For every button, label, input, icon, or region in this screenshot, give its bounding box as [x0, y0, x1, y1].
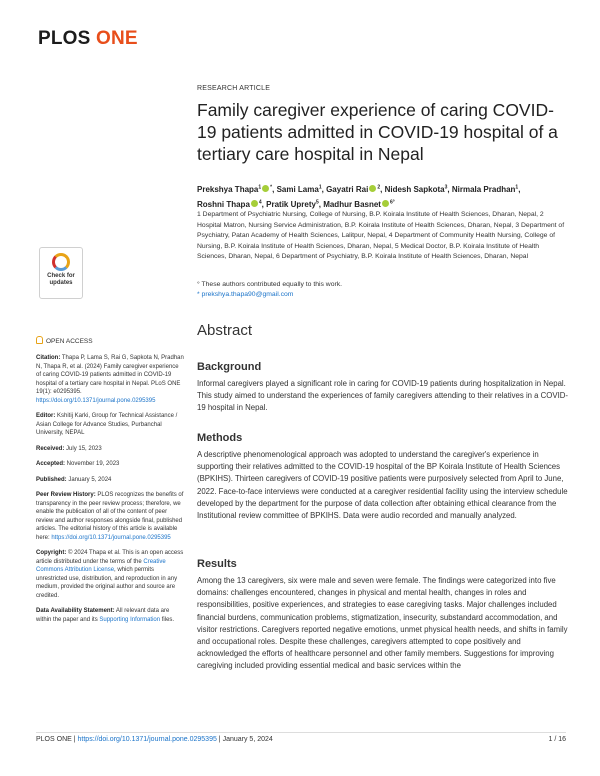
published-label: Published: — [36, 476, 67, 483]
copyright-label: Copyright: — [36, 550, 67, 556]
copyright-text-2: , which permits unrestricted use, distribution, and reproduction in any medium, provided the original author and source are credited. — [36, 567, 178, 599]
author-affiliation-marker: 3 — [444, 184, 448, 190]
orcid-icon[interactable] — [262, 185, 269, 192]
methods-section — [197, 432, 569, 522]
license-link[interactable]: Creative Commons Attribution License — [36, 558, 166, 573]
received-label: Received: — [36, 445, 65, 452]
author — [323, 200, 395, 209]
badge-line2: updates — [49, 280, 73, 286]
background-section — [197, 361, 569, 415]
article-type: RESEARCH ARTICLE — [197, 85, 271, 92]
author-name: Nirmala Pradhan — [451, 184, 516, 194]
received-date: July 15, 2023 — [64, 445, 102, 452]
contribution-notes — [197, 280, 569, 300]
citation-label: Citation: — [36, 355, 61, 361]
footer-journal: PLOS ONE — [36, 736, 72, 743]
author-name: Nidesh Sapkota — [384, 184, 445, 194]
footer-divider — [36, 732, 566, 733]
accepted-label: Accepted: — [36, 461, 66, 467]
article-info-sidebar — [36, 354, 184, 631]
copyright-block — [36, 549, 184, 600]
author-affiliation-marker: 5 — [315, 199, 319, 206]
published-block — [36, 476, 184, 485]
open-access-label — [36, 336, 93, 345]
data-availability-label: Data Availability Statement: — [36, 608, 115, 614]
background-heading: Background — [197, 361, 262, 373]
author: Prekshya Thapa$^1$ *, — [197, 184, 275, 194]
received-block — [36, 445, 184, 454]
author-affiliation-marker: 1 — [318, 184, 322, 190]
author: Nirmala Pradhan$^1$, — [451, 184, 521, 194]
peer-review-link[interactable]: https://doi.org/10.1371/journal.pone.0295395 — [51, 534, 171, 541]
results-heading: Results — [197, 558, 237, 570]
author-affiliation-marker: 1 — [515, 184, 519, 190]
peer-review-label: Peer Review History: — [36, 492, 96, 498]
methods-heading: Methods — [197, 432, 243, 444]
affiliations: 1 Department of Psychiatric Nursing, College of Nursing, B.P. Koirala Institute of Health Sciences, Dharan, Nepal, 2 Hospital Matron, Nursing Service Administration, B.P. Koirala Institute of Health Sciences, Dharan, Nepal, 3 Department of Psychiatry, Patan Academy of Health Sciences, Lalitpur, Nepal, 4 Department of Community Health Nursing, College of Nursing, B.P. Koirala Institute of Health Sciences, Dharan, Nepal, 5 Medical Doctor, B.P. Koirala Institute of Health Sciences, Dharan, Nepal, 6 Department of Psychiatry, B.P. Koirala Institute of Health Sciences, Dharan, Nepal — [197, 211, 565, 260]
copyright-text-1: © 2024 Thapa et al. This is an open access article distributed under the terms of the — [36, 550, 184, 565]
author-name: Roshni Thapa — [197, 199, 250, 209]
page-number: 1 / 16 — [548, 736, 566, 743]
orcid-icon[interactable] — [382, 200, 389, 207]
author: Pratik Uprety$^5$, — [266, 199, 321, 209]
methods-text: A descriptive phenomenological approach was adopted to understand the caregiver's experience in supporting their relatives admitted to the COVID-19 hospital of the BP Koirala Institute of Health Sciences (BPKIHS). Thirteen caregivers of COVID-19 positive patients were purposively selected from April to June, 2022. Face-to-face interviews were conducted at a caregiver residential facility using the interview schedule developed by the department for the purpose of data collection after obtaining ethical clearance from the Institutional review committee of BPKIHS. Data were audio recorded and manually analyzed. — [197, 450, 568, 521]
accepted-block — [36, 460, 184, 469]
author-name: Madhur Basnet — [323, 199, 381, 209]
orcid-icon[interactable] — [369, 185, 376, 192]
article-title: Family caregiver experience of caring COVID-19 patients admitted in COVID-19 hospital of a tertiary care hospital in Nepal — [197, 100, 558, 164]
citation-block — [36, 354, 184, 405]
equal-contribution-note: ° These authors contributed equally to this work. — [197, 281, 343, 288]
orcid-icon[interactable] — [251, 200, 258, 207]
open-access-text: OPEN ACCESS — [46, 338, 93, 345]
editor-block — [36, 412, 184, 438]
abstract-heading: Abstract — [197, 322, 253, 339]
corresponding-email[interactable]: * prekshya.thapa90@gmail.com — [197, 291, 294, 298]
published-date: January 5, 2024 — [66, 476, 112, 483]
data-availability-block — [36, 607, 184, 624]
badge-line1: Check for — [47, 273, 75, 279]
data-availability-text-1: All relevant data are within the paper and its — [36, 608, 170, 623]
footer-date: January 5, 2024 — [222, 736, 273, 743]
peer-review-block — [36, 491, 184, 542]
accepted-date: November 19, 2023 — [65, 461, 120, 467]
author-name: Pratik Uprety — [266, 199, 316, 209]
crossmark-icon — [52, 253, 70, 271]
author-list — [197, 181, 569, 211]
editor-text: Kshitij Karki, Group for Technical Assistance / Asian College for Advance Studies, Purbanchal University, NEPAL — [36, 413, 178, 436]
background-text: Informal caregivers played a significant role in caring for COVID-19 patients during hospitalization in Nepal. This study aimed to understand the experiences of family caregivers attending to their relatives in a COVID-19 hospital in Nepal. — [197, 379, 568, 413]
author-name: Gayatri Rai — [326, 184, 369, 194]
open-lock-icon — [36, 336, 43, 344]
citation-text: Thapa P, Lama S, Rai G, Sapkota N, Pradhan N, Thapa R, et al. (2024) Family caregiver experience of caring COVID-19 patients admitted in COVID-19 hospital of a tertiary care hospital in Nepal. PLoS ONE 19(1): e0295395. — [36, 355, 184, 395]
supporting-info-link[interactable]: Supporting Information — [99, 616, 161, 623]
data-availability-text-2: files. — [160, 616, 175, 623]
author: Gayatri Rai $^2$, — [326, 184, 383, 194]
peer-review-text: PLOS recognizes the benefits of transparency in the peer review process; therefore, we enable the publication of all of the content of peer review and author responses alongside final, published articles. The editorial history of this article is available here: — [36, 492, 184, 541]
author: Nidesh Sapkota$^3$, — [384, 184, 450, 194]
author-affiliation-marker: 1 — [258, 184, 262, 190]
journal-logo-part2: ONE — [96, 28, 138, 49]
author: Sami Lama$^1$, — [276, 184, 324, 194]
footer-separator: | — [71, 736, 78, 743]
results-text: Among the 13 caregivers, six were male and seven were female. The findings were categorized into five domains: challenges encountered, changes in physical and mental health, changes in roles and responsibilities, positive experiences, and strategies to ease caregiving tasks. Major challenges included financial burdens, communication problems, stigmatization, insecurity, substandard accommodation, and visitor restrictions. Caregivers reported negative emotions, unmet physical health needs, and shifts in family and occupational roles. Despite these challenges, caregivers attempted to cope positively and acknowledged the efforts of healthcare personnel and other family members. Suggestions for improving caregiving included providing essential medical and basic services within the — [197, 576, 568, 671]
footer-left — [36, 736, 273, 743]
editor-label: Editor: — [36, 413, 56, 419]
author-name: Sami Lama — [276, 184, 319, 194]
footer-separator-2: | — [216, 736, 223, 743]
results-section — [197, 558, 569, 673]
author: Roshni Thapa $^4$, — [197, 199, 264, 209]
citation-link[interactable]: https://doi.org/10.1371/journal.pone.0295395 — [36, 397, 156, 404]
journal-logo-part1: PLOS — [38, 28, 91, 49]
author-name: Prekshya Thapa — [197, 184, 259, 194]
author-affiliation-marker: 6° — [389, 199, 395, 206]
author-affiliation-marker: 4 — [258, 199, 262, 206]
check-for-updates-badge[interactable] — [39, 247, 83, 299]
author-affiliation-marker: 2 — [377, 184, 381, 190]
author-affiliation-marker: * — [270, 184, 273, 190]
footer-doi-link[interactable]: https://doi.org/10.1371/journal.pone.0295395 — [77, 736, 217, 743]
journal-logo — [38, 28, 138, 50]
